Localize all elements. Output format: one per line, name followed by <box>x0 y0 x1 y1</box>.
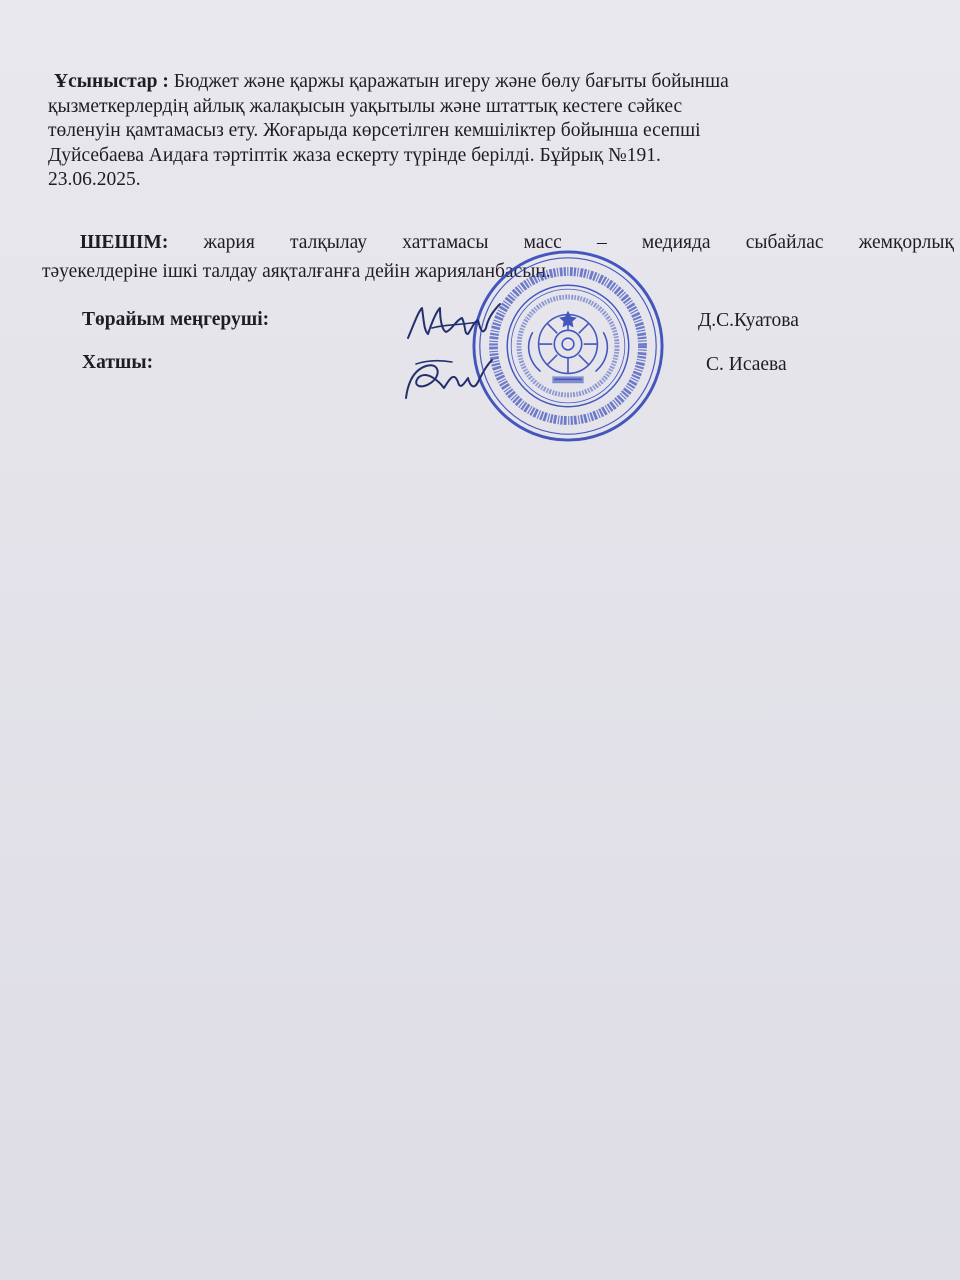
official-stamp-icon <box>470 248 666 444</box>
recommendations-line-2: қызметкерлердің айлық жалақысын уақытылы және штаттық кестеге сәйкес <box>48 95 683 117</box>
decision-word: хаттамасы <box>402 232 489 253</box>
recommendations-lead: Ұсыныстар : <box>54 71 169 92</box>
chair-signature-icon <box>402 298 512 346</box>
decision-word: – <box>596 232 607 253</box>
secretary-name: С. Исаева <box>706 354 787 375</box>
decision-lead: ШЕШІМ: <box>80 232 169 253</box>
decision-word: медияда <box>641 232 711 253</box>
decision-word: сыбайлас <box>745 232 824 253</box>
chair-name: Д.С.Куатова <box>698 310 799 331</box>
chair-role-label: Төрайым меңгеруші: <box>82 309 270 330</box>
decision-word: жария <box>203 232 255 253</box>
recommendations-line-1: Ұсыныстар : Бюджет және қаржы қаражатын игеру және бөлу бағыты бойынша <box>54 71 729 92</box>
recommendations-line-3: төленуін қамтамасыз ету. Жоғарыда көрсетілген кемшіліктер бойынша есепші <box>48 120 701 141</box>
secretary-role-label: Хатшы: <box>82 352 154 373</box>
decision-word: масс <box>523 232 562 253</box>
recommendations-line-4: Дуйсебаева Аидаға тәртіптік жаза ескерту түрінде берілді. Бұйрық №191. <box>48 144 661 166</box>
decision-line-2: тәуекелдеріне ішкі талдау аяқталғанға дейін жарияланбасын. <box>42 261 551 282</box>
secretary-signature-icon <box>398 352 498 408</box>
decision-word: жемқорлық <box>858 232 954 253</box>
recommendations-line-5: 23.06.2025. <box>48 169 141 190</box>
recommendations-paragraph <box>48 70 928 193</box>
decision-word: талқылау <box>290 232 368 253</box>
